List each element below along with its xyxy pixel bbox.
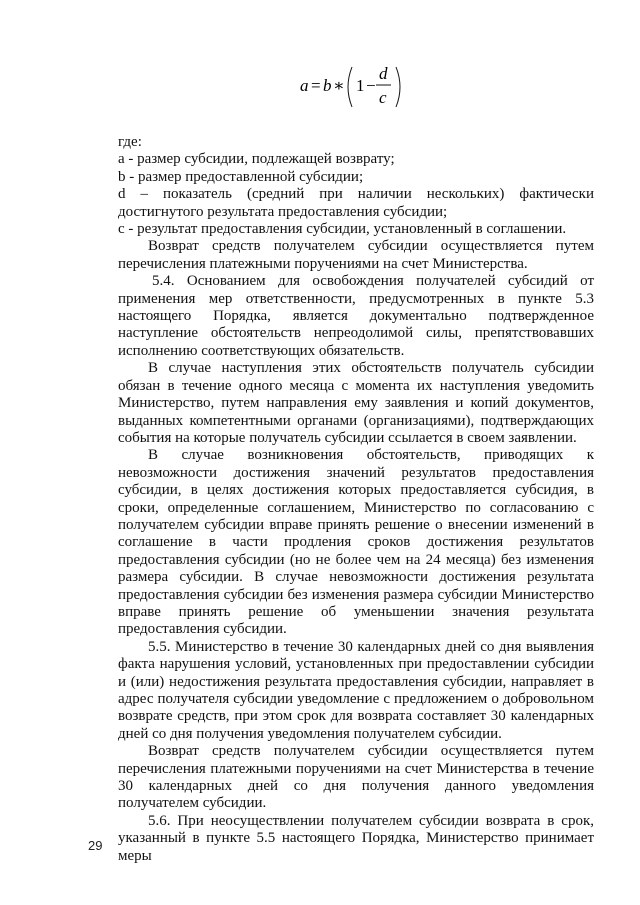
force-majeure-notice-paragraph: В случае наступления этих обстоятельств получатель субсидии обязан в течение одного месяца с момента их наступления уведомить Министерство, путем направления ему заявления и копий документов, выданных компетентными органами (организациями), подтверждающих события на которые получатель субсидии ссылается в своем заявлении.: [118, 360, 594, 446]
formula-svg: [300, 62, 420, 112]
subsidy-refund-formula: [300, 62, 420, 112]
formula-one: 1: [356, 76, 365, 95]
formula-multiply: ∗: [333, 76, 345, 95]
result-impossibility-paragraph: В случае возникновения обстоятельств, приводящих к невозможности достижения значений результатов предоставления субсидии, в целях достижения которых предоставляется субсидия, в сроки, определенные соглашением, Министерство по согласованию с получателем субсидии вправе принять решение о внесении изменений в соглашение в части продления сроков достижения результатов предоставления субсидии (но не более чем на 24 месяца) без изменения размера субсидии. В случае невозможности достижения результата предоставления субсидии без изменения размера субсидии Министерство вправе принять решение об уменьшении значения результата предоставления субсидии.: [118, 447, 594, 638]
formula-a: a: [300, 76, 309, 95]
page-number: 29: [88, 838, 103, 853]
where-label: где:: [118, 134, 142, 150]
formula-denominator: c: [379, 88, 387, 107]
formula-numerator: d: [379, 64, 388, 83]
definition-c: c - результат предоставления субсидии, установленный в соглашении.: [118, 221, 567, 238]
clause-5-4: 5.4. Основанием для освобождения получателей субсидий от применения мер ответственности, предусмотренных в пункте 5.3 настоящего Порядка, является документально подтвержденное наступление обстоятельств непреодолимой силы, препятствовавших исполнению соответствующих обязательств.: [118, 273, 594, 359]
definition-a: a - размер субсидии, подлежащей возврату;: [118, 151, 395, 168]
formula-minus: −: [366, 76, 376, 95]
clause-5-5: 5.5. Министерство в течение 30 календарных дней со дня выявления факта нарушения условий, установленных при предоставлении субсидии и (или) недостижения результата предоставления субсидии, направляет в адрес получателя субсидии уведомление с предложением о добровольном возврате средств, при этом срок для возврата составляет 30 календарных дней со дня получения уведомления получателем субсидии.: [118, 638, 594, 742]
clause-5-6: 5.6. При неосуществлении получателем субсидии возврата в срок, указанный в пункте 5.5 настоящего Порядка, Министерство принимает меры: [118, 812, 594, 864]
document-body: [118, 134, 594, 865]
formula-b: b: [323, 76, 332, 95]
refund-deadline-paragraph: Возврат средств получателем субсидии осуществляется путем перечисления платежными поручениями на счет Министерства в течение 30 календарных дней со дня получения данного уведомления получателем субсидии.: [118, 743, 594, 812]
formula-equals: =: [311, 76, 321, 95]
definition-b: b - размер предоставленной субсидии;: [118, 168, 364, 185]
definition-d: d – показатель (средний при наличии нескольких) фактически достигнутого результата предоставления субсидии;: [118, 186, 594, 220]
formula-left-paren: [348, 67, 352, 107]
refund-paragraph: Возврат средств получателем субсидии осуществляется путем перечисления платежными поручениями на счет Министерства.: [118, 238, 594, 272]
formula-right-paren: [396, 67, 400, 107]
